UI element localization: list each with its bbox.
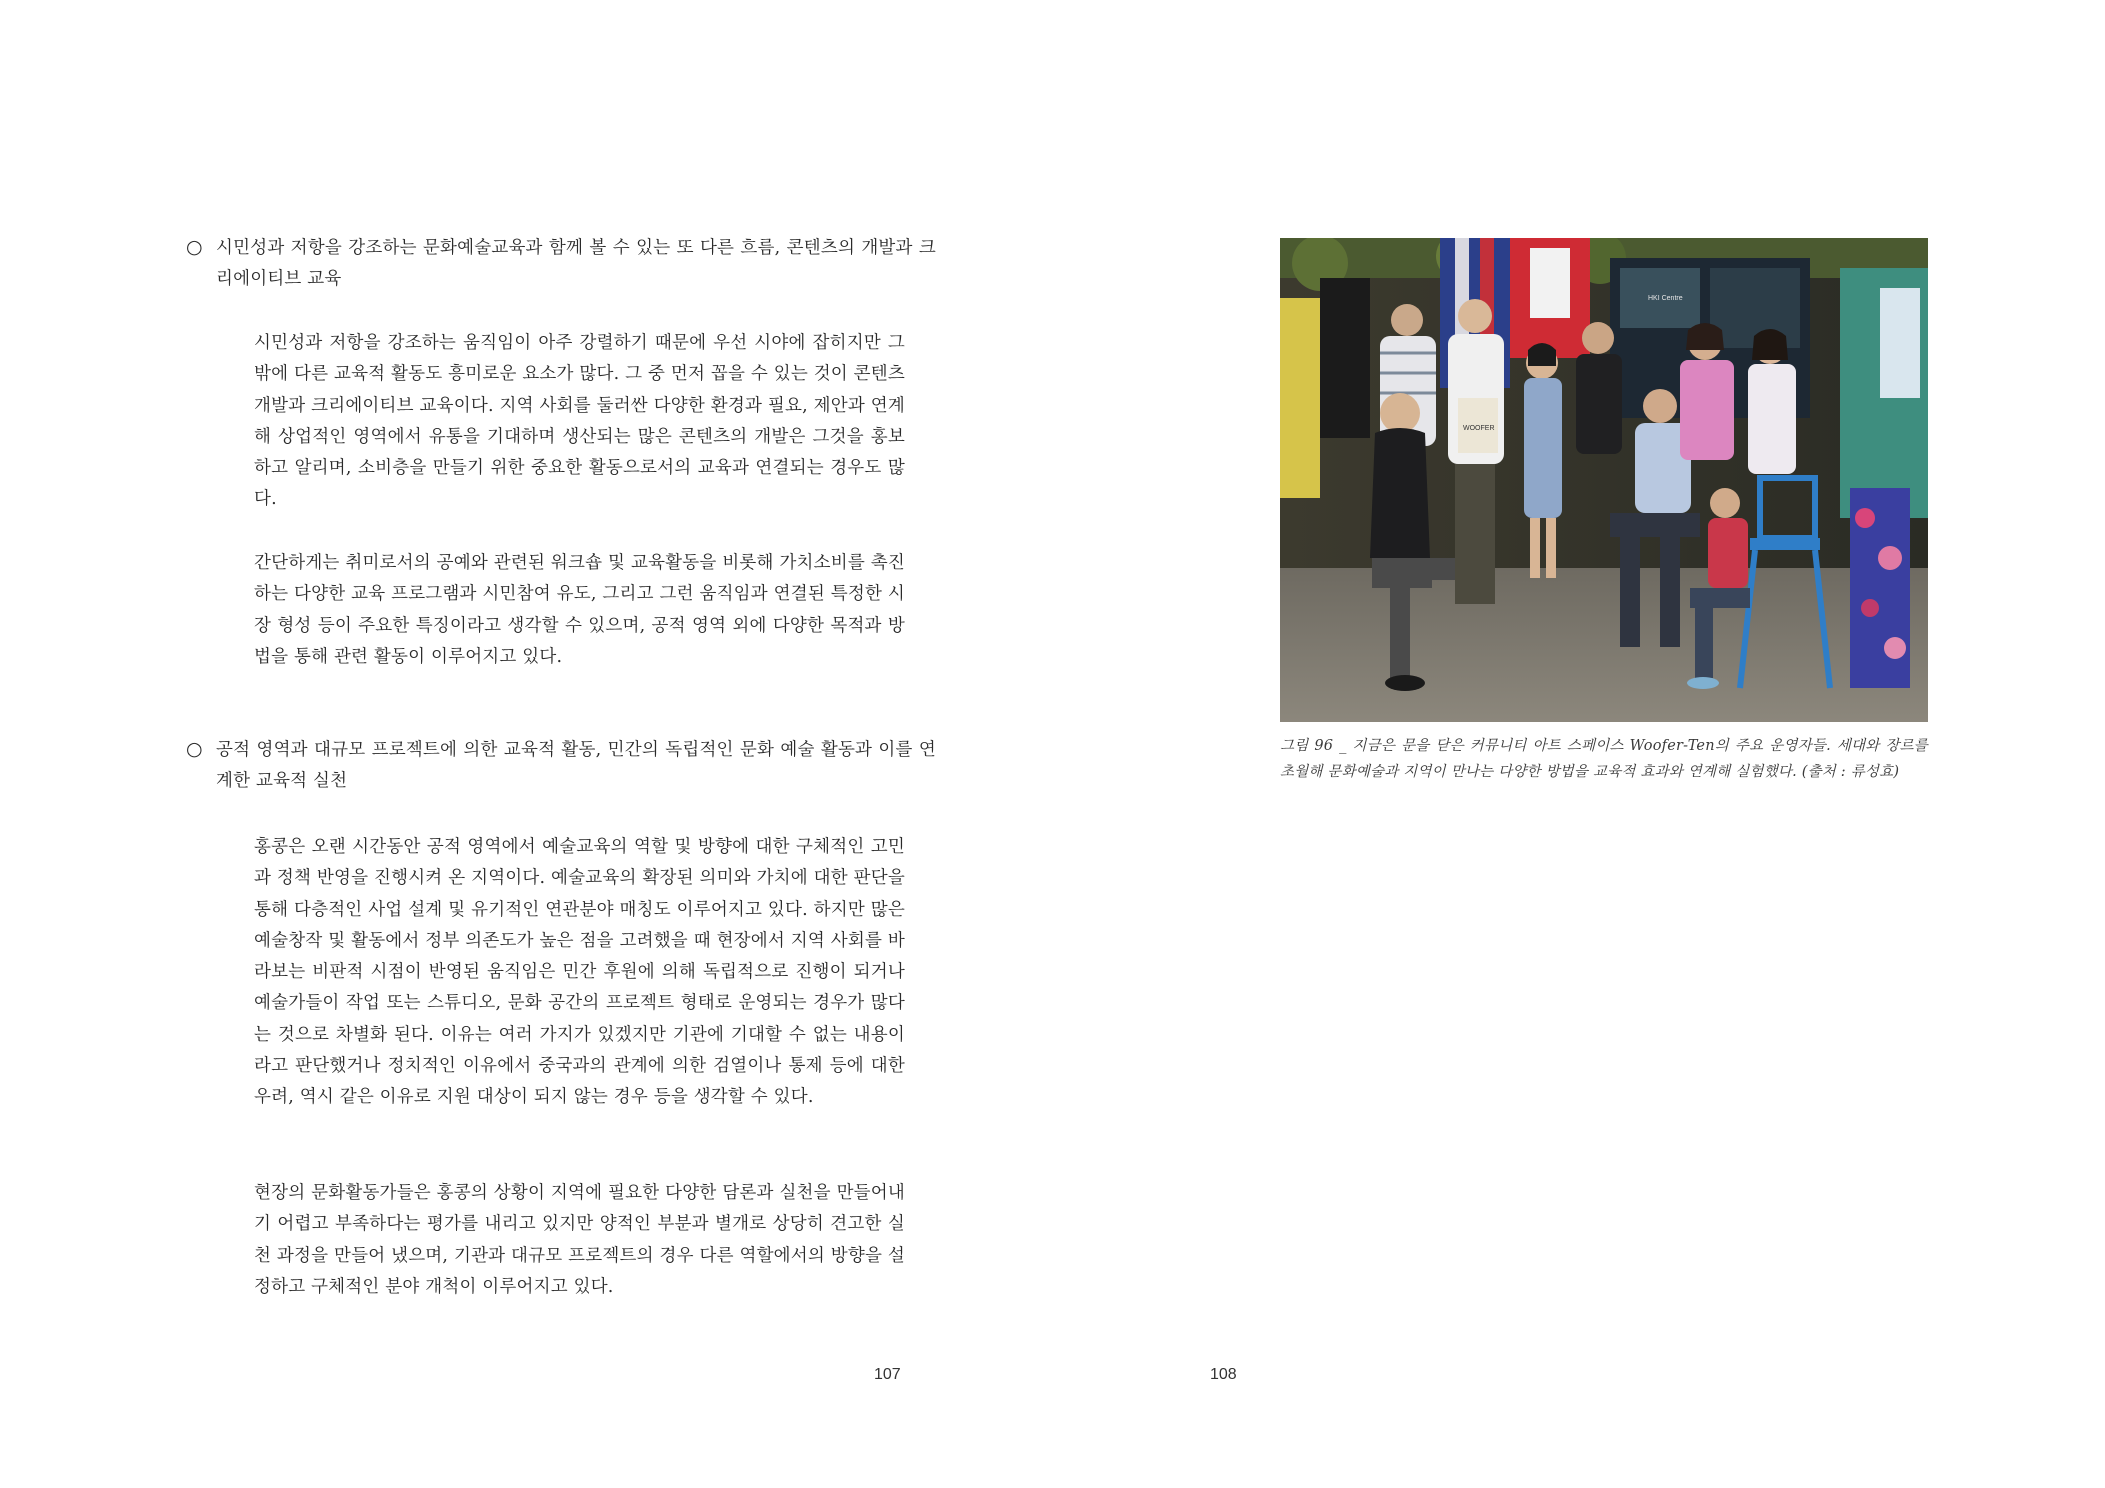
- circle-bullet-icon: ○: [186, 236, 203, 258]
- group-photo-woofer-ten: [1280, 238, 1928, 722]
- figure-caption: 그림 96 _ 지금은 문을 닫은 커뮤니티 아트 스페이스 Woofer-Ten의 주요 운영자들. 세대와 장르를 초월해 문화예술과 지역이 만나는 다양한 방법을 교육적 효과와 연계해 실험했다. (출처 : 류성효): [1280, 738, 1928, 780]
- body-paragraph: 홍콩은 오랜 시간동안 공적 영역에서 예술교육의 역할 및 방향에 대한 구체적인 고민과 정책 반영을 진행시켜 온 지역이다. 예술교육의 확장된 의미와 가치에 대한 판단을 통해 다층적인 사업 설계 및 유기적인 연관분야 매칭도 이루어지고 있다. 하지만 많은 예술창작 및 활동에서 정부 의존도가 높은 점을 고려했을 때 현장에서 지역 사회를 바라보는 비판적 시점이 반영된 움직임은 민간 후원에 의해 독립적으로 진행이 되거나 예술가들이 작업 또는 스튜디오, 문화 공간의 프로젝트 형태로 운영되는 경우가 많다는 것으로 차별화 된다. 이유는 여러 가지가 있겠지만 기관에 기대할 수 없는 내용이라고 판단했거나 정치적인 이유에서 중국과의 관계에 의한 검열이나 통제 등에 대한 우려, 역시 같은 이유로 지원 대상이 되지 않는 경우 등을 생각할 수 있다.: [254, 837, 905, 1108]
- body-paragraph: 시민성과 저항을 강조하는 움직임이 아주 강렬하기 때문에 우선 시야에 잡히지만 그 밖에 다른 교육적 활동도 흥미로운 요소가 많다. 그 중 먼저 꼽을 수 있는 것이 콘텐츠 개발과 크리에이티브 교육이다. 지역 사회를 둘러싼 다양한 환경과 필요, 제안과 연계해 상업적인 영역에서 유통을 기대하며 생산되는 많은 콘텐츠의 개발은 그것을 홍보하고 알리며, 소비층을 만들기 위한 중요한 활동으로서의 교육과 연결되는 경우도 많다.: [254, 333, 905, 510]
- section-heading-text: 시민성과 저항을 강조하는 문화예술교육과 함께 볼 수 있는 또 다른 흐름, 콘텐츠의 개발과 크리에이티브 교육: [216, 238, 936, 289]
- circle-bullet-icon: ○: [186, 738, 203, 760]
- left-page: [0, 0, 1052, 1488]
- sign-text: HKI Centre: [1648, 295, 1683, 302]
- page-number: 107: [874, 1366, 901, 1383]
- body-paragraph: 간단하게는 취미로서의 공예와 관련된 워크숍 및 교육활동을 비롯해 가치소비를 촉진하는 다양한 교육 프로그램과 시민참여 유도, 그리고 그런 움직임과 연결된 특정한 시장 형성 등이 주요한 특징이라고 생각할 수 있으며, 공적 영역 외에 다양한 목적과 방법을 통해 관련 활동이 이루어지고 있다.: [254, 553, 905, 667]
- section-heading-text: 공적 영역과 대규모 프로젝트에 의한 교육적 활동, 민간의 독립적인 문화 예술 활동과 이를 연계한 교육적 실천: [216, 740, 936, 791]
- section-heading-public-sector: [186, 734, 936, 797]
- bag-text: WOOFER: [1463, 425, 1495, 432]
- section-heading-content-development: [186, 232, 936, 295]
- body-paragraph: 현장의 문화활동가들은 홍콩의 상황이 지역에 필요한 다양한 담론과 실천을 만들어내기 어렵고 부족하다는 평가를 내리고 있지만 양적인 부분과 별개로 상당히 견고한 실천 과정을 만들어 냈으며, 기관과 대규모 프로젝트의 경우 다른 역할에서의 방향을 설정하고 구체적인 분야 개척이 이루어지고 있다.: [254, 1183, 905, 1297]
- page-number: 108: [1210, 1366, 1237, 1383]
